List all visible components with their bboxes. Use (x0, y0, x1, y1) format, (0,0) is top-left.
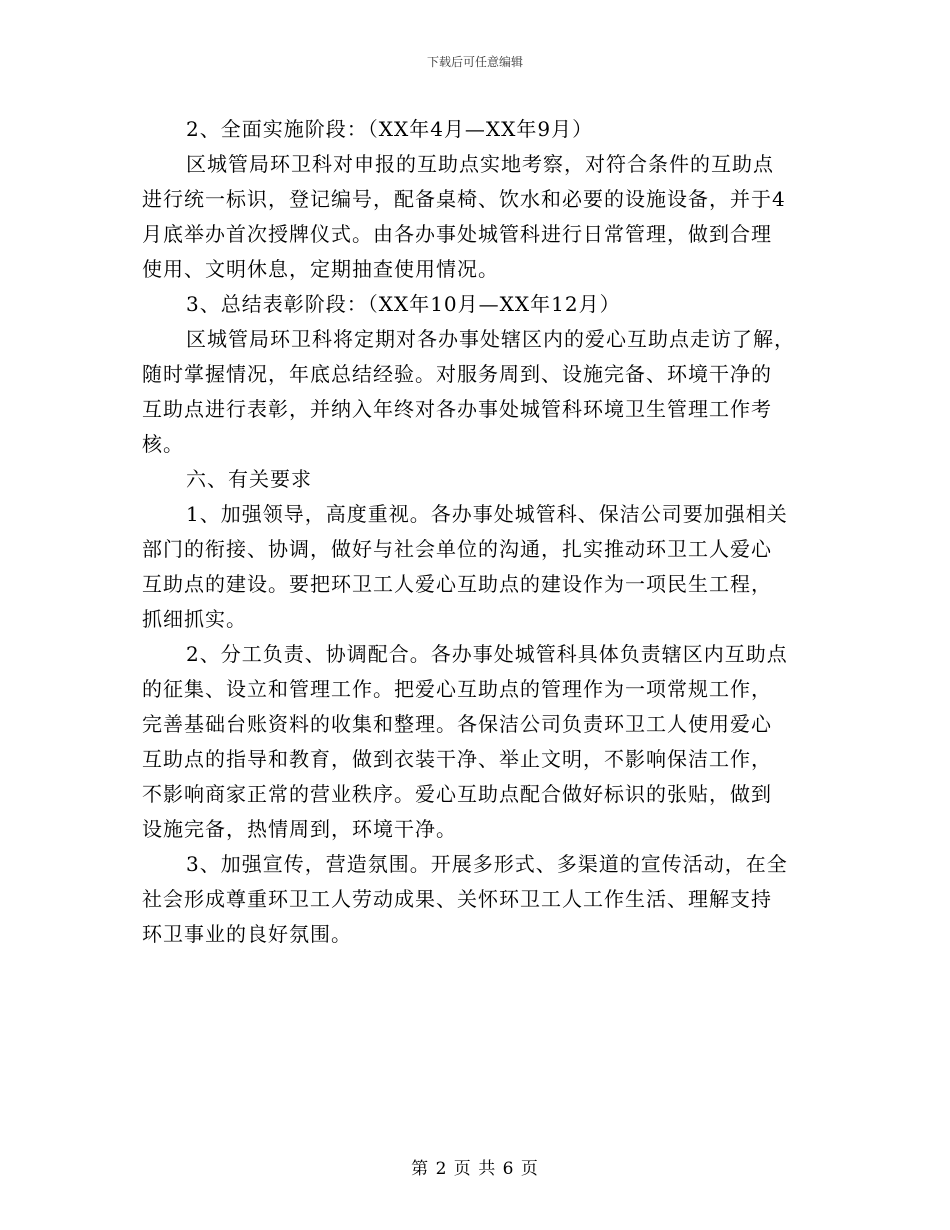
paragraph-line: 社会形成尊重环卫工人劳动成果、关怀环卫工人工作生活、理解支持 (142, 887, 772, 911)
paragraph-line: 设施完备，热情周到，环境干净。 (142, 817, 457, 841)
paragraph-line: 区城管局环卫科对申报的互助点实地考察，对符合条件的互助点 (186, 152, 774, 176)
paragraph-line: 的征集、设立和管理工作。把爱心互助点的管理作为一项常规工作， (142, 677, 772, 701)
paragraph-line: 2、分工负责、协调配合。各办事处城管科具体负责辖区内互助点 (186, 642, 788, 666)
paragraph-line: 使用、文明休息，定期抽查使用情况。 (142, 257, 499, 281)
paragraph-line: 核。 (142, 432, 184, 456)
paragraph-line: 进行统一标识，登记编号，配备桌椅、饮水和必要的设施设备，并于4 (142, 187, 786, 211)
paragraph-line: 部门的衔接、协调，做好与社会单位的沟通，扎实推动环卫工人爱心 (142, 537, 772, 561)
paragraph-line: 随时掌握情况，年底总结经验。对服务周到、设施完备、环境干净的 (142, 362, 772, 386)
paragraph-line: 区城管局环卫科将定期对各办事处辖区内的爱心互助点走访了解， (186, 327, 795, 351)
paragraph-line: 1、加强领导，高度重视。各办事处城管科、保洁公司要加强相关 (186, 502, 788, 526)
paragraph-line: 月底举办首次授牌仪式。由各办事处城管科进行日常管理，做到合理 (142, 222, 772, 246)
paragraph-line: 互助点的建设。要把环卫工人爱心互助点的建设作为一项民生工程， (142, 572, 772, 596)
paragraph-line: 抓细抓实。 (142, 607, 247, 631)
paragraph-line: 3、总结表彰阶段：（XX年10月—XX年12月） (186, 292, 621, 316)
paragraph-line: 不影响商家正常的营业秩序。爱心互助点配合做好标识的张贴，做到 (142, 782, 772, 806)
paragraph-line: 完善基础台账资料的收集和整理。各保洁公司负责环卫工人使用爱心 (142, 712, 772, 736)
paragraph-line: 互助点进行表彰，并纳入年终对各办事处城管科环境卫生管理工作考 (142, 397, 772, 421)
document-body (142, 112, 812, 952)
section-heading: 六、有关要求 (186, 467, 312, 491)
paragraph-line: 环卫事业的良好氛围。 (142, 922, 352, 946)
paragraph-line: 3、加强宣传，营造氛围。开展多形式、多渠道的宣传活动，在全 (186, 852, 788, 876)
page-header: 下载后可任意编辑 (426, 55, 523, 69)
paragraph-line: 互助点的指导和教育，做到衣装干净、举止文明，不影响保洁工作， (142, 747, 772, 771)
page-number: 第 2 页 共 6 页 (411, 1159, 539, 1179)
paragraph-line: 2、全面实施阶段：（XX年4月—XX年9月） (186, 117, 594, 141)
